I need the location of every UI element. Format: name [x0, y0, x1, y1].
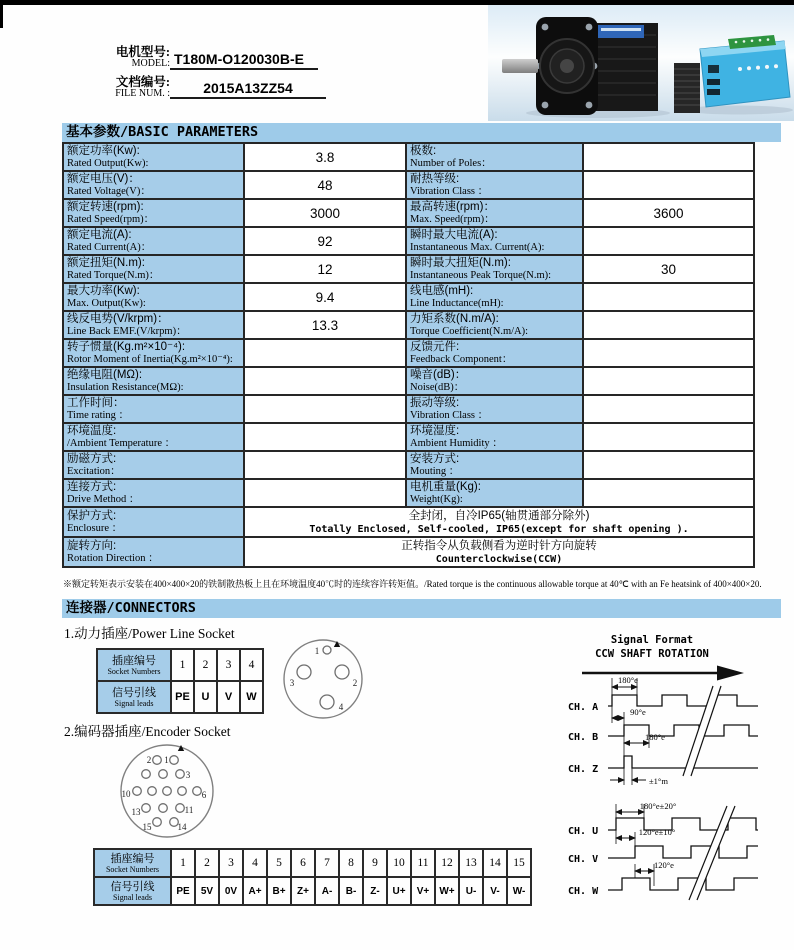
- param-label-en: Instantaneous Peak Torque(N.m):: [410, 269, 552, 281]
- param-label-en: Instantaneous Max. Current(A):: [410, 241, 545, 253]
- param-label-cell: [63, 537, 244, 567]
- param-label-cn: 电机重量(Kg):: [410, 480, 481, 493]
- param-value-cell: 3.8: [244, 143, 406, 171]
- socket-number-cell: 15: [507, 849, 531, 877]
- param-label-cn: 线反电势(V/krpm)：: [67, 312, 169, 325]
- socket-number-cell: 1: [171, 849, 195, 877]
- param-value-cell: 13.3: [244, 311, 406, 339]
- param-label-cn: 瞬时最大扭矩(N.m):: [410, 256, 511, 269]
- param-row: [63, 423, 754, 451]
- param-label-en: Insulation Resistance(MΩ):: [67, 381, 184, 393]
- param-value-cell: [244, 479, 406, 507]
- param-label-cn: 连接方式:: [67, 480, 117, 493]
- diagram-title: Signal Format: [610, 634, 694, 646]
- basic-parameters-table: [62, 142, 755, 568]
- motor-shaft: [502, 59, 538, 73]
- param-label-cn: 线电感(mH):: [410, 284, 474, 297]
- param-value-cell: [244, 367, 406, 395]
- socket-number-cell: 9: [363, 849, 387, 877]
- pin-label: 3: [289, 678, 295, 688]
- pin-label: 15: [142, 822, 152, 832]
- pin-label: 14: [177, 822, 187, 832]
- param-label-cell: [406, 283, 583, 311]
- signal-lead-cell: 5V: [195, 877, 219, 905]
- model-value: T180M-O120030B-E: [170, 51, 318, 70]
- encoder-socket-table: [93, 848, 532, 906]
- param-label-cn: 额定转速(rpm):: [67, 200, 144, 213]
- param-label-en: Weight(Kg):: [410, 493, 463, 505]
- encoder-pins: [133, 756, 202, 827]
- dim-label: ±1°m: [649, 776, 668, 786]
- param-label-cn: 绝缘电阻(MΩ):: [67, 368, 143, 381]
- channel-label: CH. V: [568, 854, 599, 865]
- param-label-cell: [63, 199, 244, 227]
- signal-lead-cell: Z-: [363, 877, 387, 905]
- param-row: [63, 311, 754, 339]
- param-label-cn: 环境湿度:: [410, 424, 460, 437]
- param-label-cn: 环境温度:: [67, 424, 117, 437]
- param-row: [63, 227, 754, 255]
- param-value-cell: [583, 311, 754, 339]
- socket-number-cell: 2: [195, 849, 219, 877]
- section-header-basic-parameters: 基本参数/BASIC PARAMETERS: [62, 123, 781, 142]
- signal-leads-row: [97, 681, 263, 713]
- param-label-cn: 噪音(dB)：: [410, 368, 467, 381]
- socket-number-cell: 4: [240, 649, 263, 681]
- channel-label: CH. A: [568, 702, 599, 713]
- encoder-socket-diagram: [116, 740, 218, 842]
- document-header: [100, 46, 380, 105]
- model-row: [100, 46, 380, 70]
- signal-format-diagram: [552, 628, 794, 926]
- param-label-cell: [63, 451, 244, 479]
- signal-lead-cell: A+: [243, 877, 267, 905]
- param-label-en: Vibration Class ：: [410, 409, 489, 421]
- socket-number-cell: 14: [483, 849, 507, 877]
- param-label-cell: [63, 143, 244, 171]
- param-label-cn: 励磁方式:: [67, 452, 117, 465]
- param-row: [63, 339, 754, 367]
- param-value-cell: 9.4: [244, 283, 406, 311]
- dim-label: 180°e±20°: [639, 801, 677, 811]
- param-row: [63, 479, 754, 507]
- signal-lead-cell: U: [194, 681, 217, 713]
- socket-numbers-label-cn: 插座编号: [110, 852, 155, 865]
- encoder-socket-title: 2.编码器插座/Encoder Socket: [64, 724, 231, 739]
- power-socket-diagram: [280, 636, 366, 722]
- param-label-cell: [63, 227, 244, 255]
- pin-label: 1: [314, 646, 320, 656]
- pin-label: 13: [131, 807, 141, 817]
- socket-numbers-row: [94, 849, 531, 877]
- socket-numbers-label-en: Socket Numbers: [107, 666, 161, 676]
- section-header-connectors: 连接器/CONNECTORS: [62, 599, 781, 618]
- signal-lead-cell: PE: [171, 681, 194, 713]
- signal-lead-cell: W: [240, 681, 263, 713]
- param-value-cell: [583, 451, 754, 479]
- file-num-row: [100, 76, 380, 100]
- signal-leads-label-en: Signal leads: [114, 698, 154, 708]
- power-socket-title: 1.动力插座/Power Line Socket: [64, 626, 235, 641]
- diagram-subtitle: CCW SHAFT ROTATION: [595, 648, 709, 660]
- param-label-cn: 耐热等级:: [410, 172, 460, 185]
- param-value-cell: [244, 395, 406, 423]
- param-label-en: Max. Output(Kw):: [67, 297, 146, 309]
- param-value-cell: 30: [583, 255, 754, 283]
- param-label-en: Excitation：: [67, 465, 121, 477]
- signal-lead-cell: B-: [339, 877, 363, 905]
- param-value-cell: [583, 143, 754, 171]
- param-label-cn: 安装方式:: [410, 452, 460, 465]
- param-label-cn: 保护方式:: [67, 509, 117, 522]
- param-label-cn: 旋转方向:: [67, 539, 117, 552]
- left-border-tick: [0, 0, 3, 28]
- socket-number-cell: 5: [267, 849, 291, 877]
- param-label-cell: [406, 171, 583, 199]
- param-value-cell: [583, 227, 754, 255]
- param-label-cell: [406, 311, 583, 339]
- param-label-cn: 额定电压(V)：: [67, 172, 140, 185]
- param-label-cn: 最大功率(Kw):: [67, 284, 140, 297]
- param-value-cell: [583, 171, 754, 199]
- param-row: [63, 255, 754, 283]
- signal-lead-cell: Z+: [291, 877, 315, 905]
- param-label-cell: [63, 255, 244, 283]
- model-label-cn: 电机型号:: [115, 45, 170, 59]
- socket-number-cell: 12: [435, 849, 459, 877]
- param-label-cell: [406, 255, 583, 283]
- param-row-rotation: [63, 537, 754, 567]
- param-value-cell: [583, 367, 754, 395]
- param-row: [63, 367, 754, 395]
- param-value-cell: 3600: [583, 199, 754, 227]
- signal-lead-cell: W+: [435, 877, 459, 905]
- param-row: [63, 199, 754, 227]
- param-label-cn: 力矩系数(N.m/A):: [410, 312, 499, 325]
- signal-lead-cell: 0V: [219, 877, 243, 905]
- param-label-cell: [63, 311, 244, 339]
- param-value-cell: [583, 479, 754, 507]
- param-label-cn: 瞬时最大电流(A):: [410, 228, 498, 241]
- param-label-cell: [63, 507, 244, 537]
- channel-label: CH. U: [568, 826, 599, 837]
- param-label-en: Feedback Component：: [410, 353, 513, 365]
- param-label-en: Rated Output(Kw):: [67, 157, 149, 169]
- param-label-cell: [63, 171, 244, 199]
- enclosure-value-cell: [244, 507, 754, 537]
- param-label-cell: [63, 339, 244, 367]
- socket-numbers-label-cn: 插座编号: [112, 654, 156, 667]
- param-row: [63, 283, 754, 311]
- param-label-cell: [406, 199, 583, 227]
- param-label-cn: 转子惯量(Kg.m²×10⁻⁴):: [67, 340, 186, 353]
- file-label-cn: 文档编号:: [115, 74, 170, 89]
- param-label-cn: 最高转速(rpm)：: [410, 200, 495, 213]
- param-label-en: Rated Torque(N.m)：: [67, 269, 160, 281]
- enclosure-value-en: Totally Enclosed, Self-cooled, IP65(except for shaft opening ).: [309, 523, 689, 535]
- param-label-cn: 振动等级:: [410, 396, 460, 409]
- param-value-cell: [583, 395, 754, 423]
- param-label-cn: 额定扭矩(N.m):: [67, 256, 145, 269]
- param-label-cell: [406, 479, 583, 507]
- signal-leads-label-en: Signal leads: [113, 892, 152, 902]
- param-label-cell: [406, 423, 583, 451]
- param-value-cell: [244, 451, 406, 479]
- socket-number-cell: 3: [217, 649, 240, 681]
- signal-lead-cell: V: [217, 681, 240, 713]
- rated-torque-note: ※额定转矩表示安装在400×400×20的铁制散热板上且在环境温度40℃时的连续容许转矩值。/Rated torque is the continuous allowable torque at 40℃ with an Fe heatsink of 400×400×20.: [63, 579, 762, 589]
- pin-label: 2: [352, 678, 358, 688]
- rotation-arrow: [582, 666, 744, 681]
- channel-label: CH. B: [568, 732, 599, 743]
- param-label-en: Line Inductance(mH):: [410, 297, 504, 309]
- param-value-cell: 12: [244, 255, 406, 283]
- signal-lead-cell: W-: [507, 877, 531, 905]
- param-value-cell: 48: [244, 171, 406, 199]
- param-label-en: Noise(dB)：: [410, 381, 465, 393]
- param-label-cell: [63, 367, 244, 395]
- param-row-enclosure: [63, 507, 754, 537]
- rotation-value-cell: [244, 537, 754, 567]
- socket-number-cell: 4: [243, 849, 267, 877]
- rotation-value-cn: 正转指令从负载侧看为逆时针方向旋转: [401, 539, 597, 552]
- param-value-cell: [583, 283, 754, 311]
- signal-leads-label-cn: 信号引线: [112, 686, 156, 699]
- socket-numbers-header: [94, 849, 171, 877]
- signal-lead-cell: PE: [171, 877, 195, 905]
- socket-numbers-label-en: Socket Numbers: [105, 864, 160, 874]
- param-value-cell: 3000: [244, 199, 406, 227]
- break-marks: [683, 686, 735, 900]
- enclosure-value-cn: 全封闭，自冷IP65(轴贯通部分除外): [408, 509, 590, 522]
- signal-leads-row: [94, 877, 531, 905]
- param-label-en: Time rating ：: [67, 409, 130, 421]
- param-row: [63, 171, 754, 199]
- pin-label: 6: [201, 790, 207, 800]
- socket-number-cell: 10: [387, 849, 411, 877]
- param-label-en: Torque Coefficient(N.m/A):: [410, 325, 529, 337]
- signal-lead-cell: U-: [459, 877, 483, 905]
- param-label-en: Ambient Humidity ：: [410, 437, 503, 449]
- pin-label: 3: [185, 770, 191, 780]
- param-label-cn: 反馈元件:: [410, 340, 460, 353]
- signal-lead-cell: A-: [315, 877, 339, 905]
- socket-numbers-header: [97, 649, 171, 681]
- param-label-en: Vibration Class ：: [410, 185, 489, 197]
- dim-label: 180°e: [645, 732, 665, 742]
- pin-label: 10: [121, 789, 131, 799]
- param-label-en: /Ambient Temperature ：: [67, 437, 176, 449]
- param-label-en: Rotation Direction ：: [67, 552, 159, 564]
- param-label-cn: 工作时间：: [67, 396, 125, 409]
- signal-leads-header: [94, 877, 171, 905]
- pin-label: 11: [184, 805, 194, 815]
- dim-label: 120°e: [654, 860, 674, 870]
- socket-number-cell: 6: [291, 849, 315, 877]
- channel-label: CH. Z: [568, 764, 599, 775]
- param-value-cell: 92: [244, 227, 406, 255]
- socket-number-cell: 2: [194, 649, 217, 681]
- motor-nameplate: [598, 25, 644, 38]
- param-label-en: Enclosure ：: [67, 522, 123, 534]
- param-label-en: Number of Poles：: [410, 157, 492, 169]
- model-label-en: MODEL:: [131, 58, 170, 70]
- param-value-cell: [244, 339, 406, 367]
- dim-label: 120°e±10°: [638, 827, 676, 837]
- pin-label: 4: [338, 702, 344, 712]
- param-label-cell: [406, 143, 583, 171]
- dim-label: 90°e: [630, 707, 646, 717]
- signal-lead-cell: U+: [387, 877, 411, 905]
- file-num-value: 2015A13ZZ54: [170, 80, 326, 99]
- param-value-cell: [244, 423, 406, 451]
- param-label-en: Max. Speed(rpm)：: [410, 213, 495, 225]
- param-label-cell: [63, 423, 244, 451]
- waveforms: [608, 695, 758, 890]
- socket-number-cell: 8: [339, 849, 363, 877]
- socket-number-cell: 11: [411, 849, 435, 877]
- channel-label: CH. W: [568, 886, 599, 897]
- signal-lead-cell: B+: [267, 877, 291, 905]
- param-label-cell: [406, 451, 583, 479]
- signal-leads-header: [97, 681, 171, 713]
- signal-lead-cell: V-: [483, 877, 507, 905]
- param-label-cell: [63, 395, 244, 423]
- param-label-cell: [406, 395, 583, 423]
- param-label-en: Drive Method ：: [67, 493, 140, 505]
- param-label-en: Line Back EMF.(V/krpm)：: [67, 325, 187, 337]
- param-label-cell: [63, 479, 244, 507]
- param-label-en: Rotor Moment of Inertia(Kg.m²×10⁻⁴):: [67, 353, 233, 365]
- param-row: [63, 143, 754, 171]
- param-label-cn: 极数:: [410, 144, 437, 157]
- param-label-cell: [406, 339, 583, 367]
- param-value-cell: [583, 423, 754, 451]
- param-label-cell: [406, 367, 583, 395]
- file-label-en: FILE NUM. :: [115, 87, 170, 99]
- signal-leads-label-cn: 信号引线: [110, 880, 155, 893]
- param-label-en: Rated Voltage(V)：: [67, 185, 151, 197]
- product-photo: [488, 5, 794, 121]
- socket-number-cell: 7: [315, 849, 339, 877]
- param-label-cell: [63, 283, 244, 311]
- socket-numbers-row: [97, 649, 263, 681]
- socket-number-cell: 13: [459, 849, 483, 877]
- param-label-cn: 额定电流(A):: [67, 228, 132, 241]
- pin-label: 2: [146, 755, 152, 765]
- pin-label: 1: [164, 755, 169, 765]
- param-row: [63, 451, 754, 479]
- dim-label: 180°e: [618, 675, 638, 685]
- signal-lead-cell: V+: [411, 877, 435, 905]
- socket-number-cell: 1: [171, 649, 194, 681]
- param-value-cell: [583, 339, 754, 367]
- power-socket-table: [96, 648, 264, 714]
- param-row: [63, 395, 754, 423]
- param-label-en: Mouting ：: [410, 465, 460, 477]
- param-label-cell: [406, 227, 583, 255]
- rotation-value-en: Counterclockwise(CCW): [435, 553, 563, 565]
- param-label-cn: 额定功率(Kw):: [67, 144, 140, 157]
- socket-number-cell: 3: [219, 849, 243, 877]
- param-label-en: Rated Current(A)：: [67, 241, 152, 253]
- param-label-en: Rated Speed(rpm)：: [67, 213, 155, 225]
